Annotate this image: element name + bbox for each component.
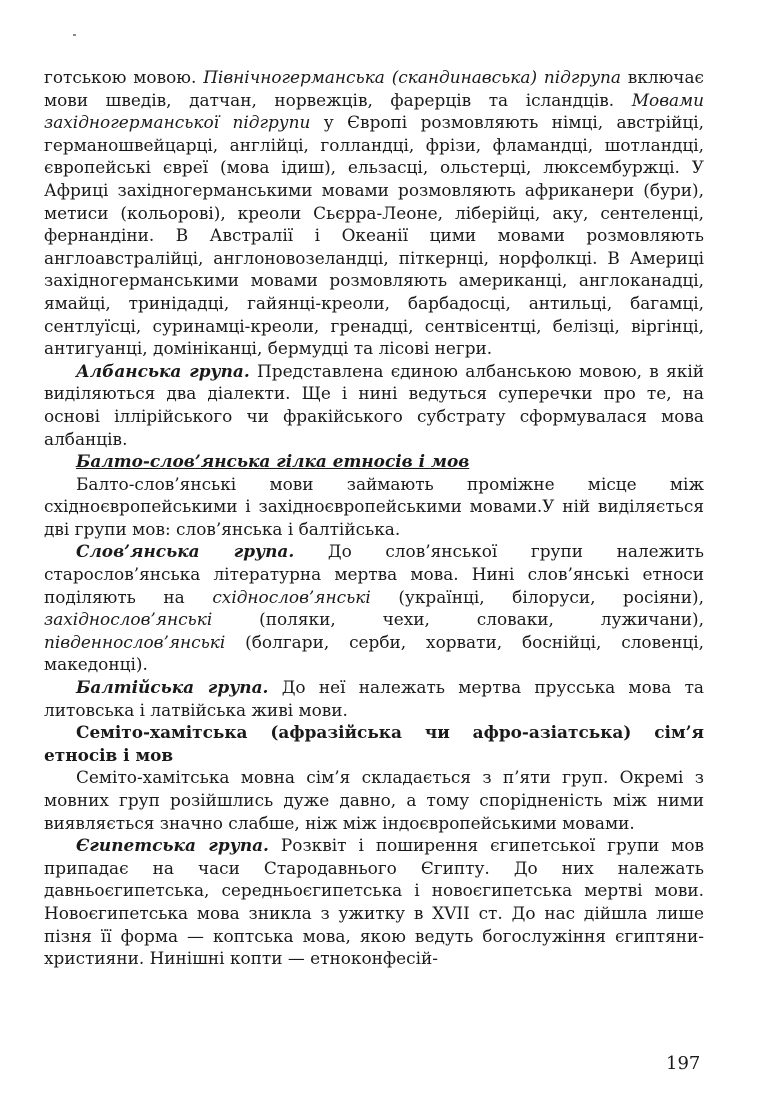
term-egyptian-group: Єгипетська група. <box>76 835 269 856</box>
paragraph-egyptian <box>44 834 704 970</box>
text: Представлена єдиною албанською мовою, в якій виділяються два діалекти. Ще і нині ведуться суперечки про те, на основі іллірійського чи фракійського субстрату сформувалася мова албанців. <box>44 360 704 449</box>
term-east-slavic: східнослов’янські <box>212 586 371 607</box>
page-number: 197 <box>666 1053 701 1074</box>
term-slavic-group: Слов’янська група. <box>76 541 295 562</box>
paragraph-afroasiatic <box>44 766 704 834</box>
text: (українці, білоруси, росіяни), <box>370 586 704 607</box>
section-heading-balto-slavic: Балто-слов’янська гілка етносів і мов <box>76 451 470 472</box>
section-heading-afroasiatic: Семіто-хамітська (афразійська чи афро-азіатська) сім’я етносів і мов <box>44 722 704 765</box>
text: включає мови шведів, датчан, норвежців, фарерців та ісландців. <box>44 67 705 110</box>
term-west-slavic: західнослов’янські <box>44 609 213 630</box>
text: Семіто-хамітська мовна сім’я складається з п’яти груп. Окремі з мовних груп розійшлись дуже давно, а тому спорідненість між ними виявляється значно слабше, ніж між індоєвропейськими мовами. <box>44 767 704 833</box>
text: готською мовою. <box>44 67 204 87</box>
page-body <box>44 66 704 970</box>
paragraph-albanian <box>44 360 704 450</box>
text: (болгари, серби, хорвати, боснійці, словенці, македонці). <box>44 631 704 675</box>
paragraph-baltic <box>44 676 704 721</box>
text: Розквіт і поширення єгипетської групи мов припадає на часи Стародавнього Єгипту. До них належать давньоєгипетська, середньоєгипетська і новоєгипетська мертві мови. Новоєгипетська мова зникла з ужитку в XVII ст. До нас дійшла лише пізня її форма — коптська мова, якою ведуть богослужіння єгиптяни-християни. Нинішні копти — етноконфесій- <box>44 835 705 969</box>
text: До неї належать мертва прусська мова та литовська і латвійська живі мови. <box>44 677 705 720</box>
term-north-germanic: Північногерманська (скандинавська) підгрупа <box>203 67 621 87</box>
text: До слов’янської групи належить старослов’янська літературна мертва мова. Нині слов’янські етноси поділяють на <box>44 541 704 607</box>
paragraph-slavic <box>44 540 704 676</box>
scan-mark <box>73 34 76 36</box>
term-albanian-group: Албанська група. <box>76 360 250 381</box>
paragraph-balto-slavic <box>44 473 704 541</box>
text: Балто-слов’янські мови займають проміжне місце між східноєвропейськими і західноєвропейськими мовами.У ній виділяється дві групи мов: слов’янська і балтійська. <box>44 473 704 539</box>
term-west-germanic: Мовами західногерманської підгрупи <box>44 89 704 133</box>
text: у Європі розмовляють німці, австрійці, германошвейцарці, англійці, голландці, фрізи, фламандці, шотландці, європейські євреї (мова ідиш), ельзасці, ольстерці, люксембуржці. У Африці західногерманськими мовами розмовляють африканери (бури), метиси (кольорові), креоли Сьєрра-Леоне, ліберійці, аку, сентеленці, фернандіни. В Австралії і Океанії цими мовами розмовляють англоавстралійці, англоновозеландці, піткернці, норфолкці. В Америці західногерманськими мовами розмовляють американці, англоканадці, ямайці, тринідадці, гайянці-креоли, барбадосці, антильці, багамці, сентлуїсці, суринамці-креоли, гренадці, сентвісентці, белізці, віргінці, антигуанці, домініканці, бермудці та лісові негри. <box>44 112 705 359</box>
term-baltic-group: Балтійська група. <box>76 677 269 698</box>
text: (поляки, чехи, словаки, лужичани), <box>212 609 704 630</box>
paragraph-germanic-continued <box>44 66 704 360</box>
term-south-slavic: південнослов’янські <box>44 631 226 652</box>
